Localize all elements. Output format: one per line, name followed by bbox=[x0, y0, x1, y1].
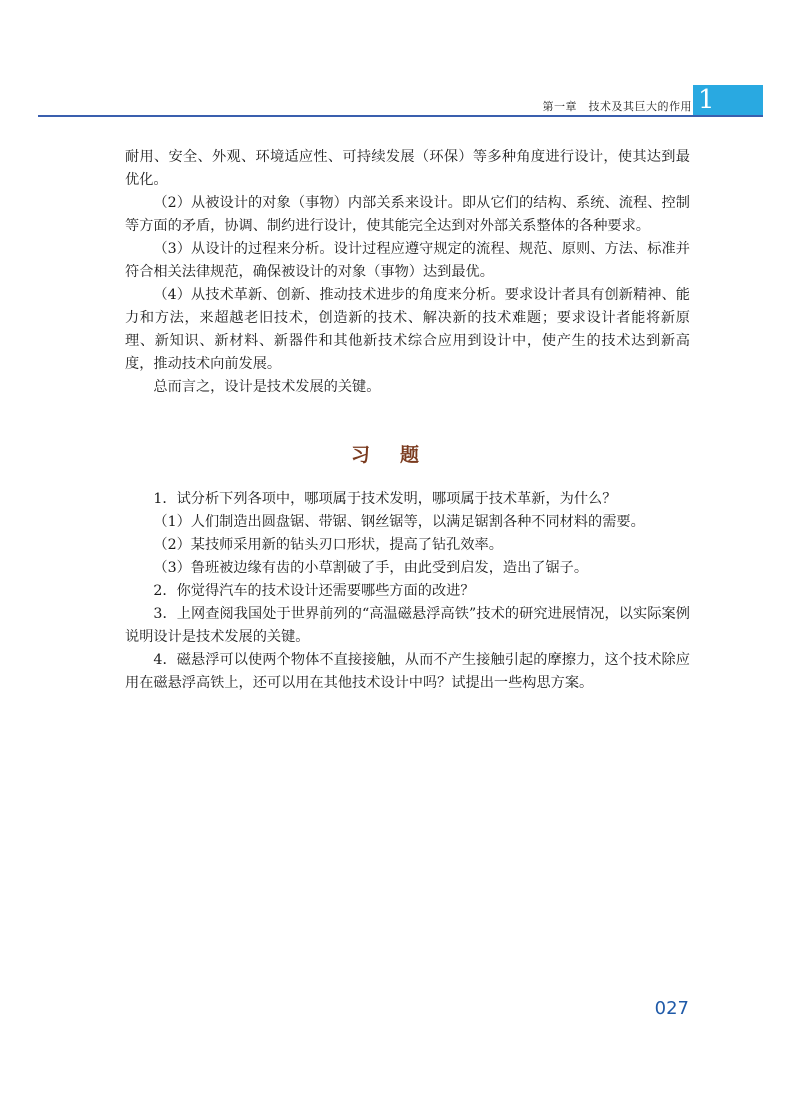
chapter-number: 1 bbox=[698, 85, 715, 115]
exercise-list bbox=[125, 488, 690, 695]
exercise-item: （1）人们制造出圆盘锯、带锯、钢丝锯等，以满足锯割各种不同材料的需要。 bbox=[153, 514, 645, 530]
paragraph: 耐用、安全、外观、环境适应性、可持续发展（环保）等多种角度进行设计，使其达到最优化。 bbox=[125, 149, 690, 188]
exercise-item: （2）某技师采用新的钻头刃口形状，提高了钻孔效率。 bbox=[153, 537, 503, 553]
paragraph: （3）从设计的过程来分析。设计过程应遵守规定的流程、规范、原则、方法、标准并符合相关法律规范，确保被设计的对象（事物）达到最优。 bbox=[125, 241, 690, 280]
running-header: 第一章 技术及其巨大的作用 bbox=[542, 100, 692, 113]
exercise-item: 3．上网查阅我国处于世界前列的“高温磁悬浮高铁”技术的研究进展情况，以实际案例说明设计是技术发展的关键。 bbox=[125, 606, 690, 645]
paragraph: （2）从被设计的对象（事物）内部关系来设计。即从它们的结构、系统、流程、控制等方面的矛盾，协调、制约进行设计，使其能完全达到对外部关系整体的各种要求。 bbox=[125, 195, 690, 234]
page-number: 027 bbox=[654, 998, 689, 1019]
exercise-item: （3）鲁班被边缘有齿的小草割破了手，由此受到启发，造出了锯子。 bbox=[153, 560, 589, 576]
paragraph: （4）从技术革新、创新、推动技术进步的角度来分析。要求设计者具有创新精神、能力和方法，来超越老旧技术，创造新的技术、解决新的技术难题；要求设计者能将新原理、新知识、新材料、新器件和其他新技术综合应用到设计中，使产生的技术达到新高度，推动技术向前发展。 bbox=[125, 287, 690, 372]
exercise-item: 4．磁悬浮可以使两个物体不直接接触，从而不产生接触引起的摩擦力，这个技术除应用在磁悬浮高铁上，还可以用在其他技术设计中吗？试提出一些构思方案。 bbox=[125, 652, 690, 691]
exercise-title: 习题 bbox=[350, 444, 449, 466]
exercise-item: 2．你觉得汽车的技术设计还需要哪些方面的改进？ bbox=[153, 583, 475, 599]
header-rule bbox=[38, 115, 763, 117]
body-text bbox=[125, 146, 690, 399]
paragraph: 总而言之，设计是技术发展的关键。 bbox=[153, 379, 381, 395]
exercise-item: 1．试分析下列各项中，哪项属于技术发明，哪项属于技术革新，为什么？ bbox=[153, 491, 617, 507]
